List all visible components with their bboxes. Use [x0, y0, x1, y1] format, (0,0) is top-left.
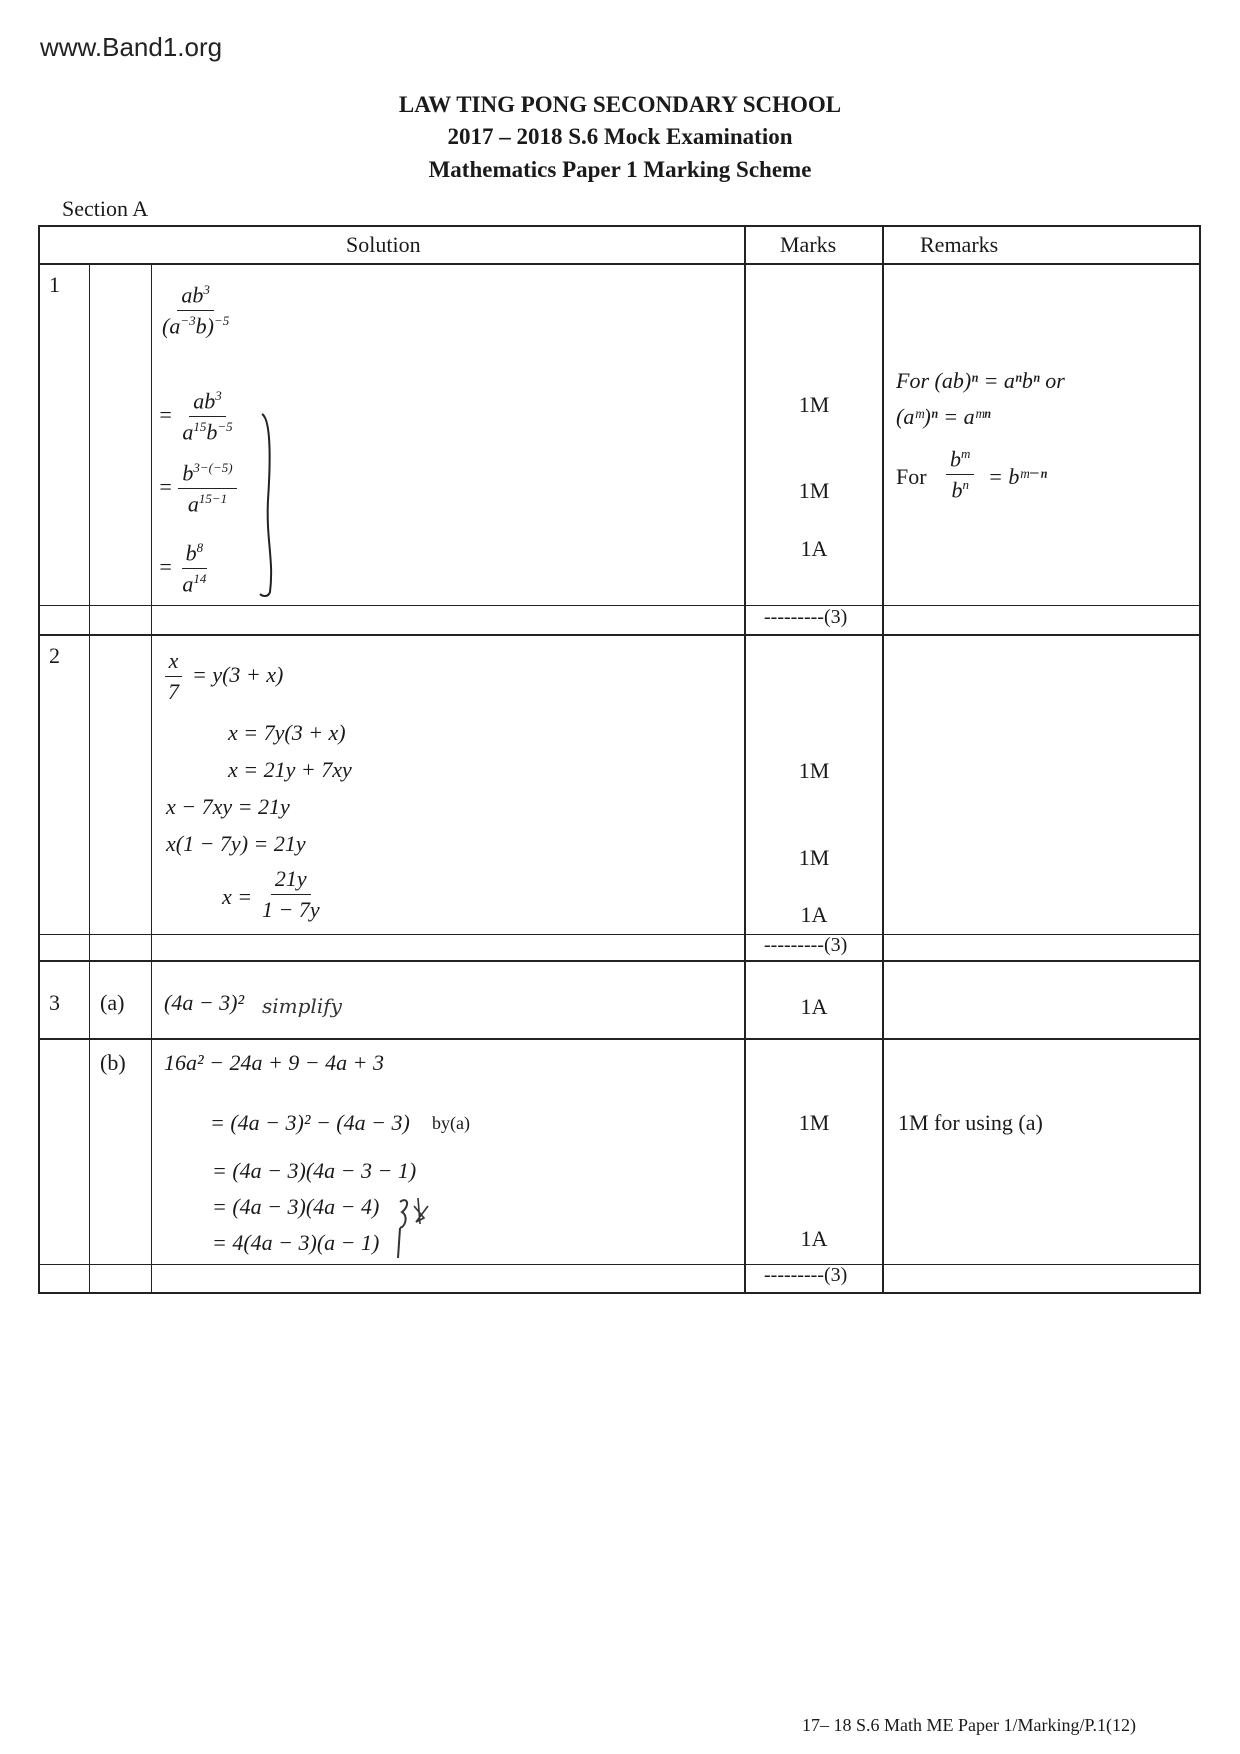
remark-text: (aᵐ)ⁿ = aᵐⁿ — [896, 404, 991, 429]
mark-label: 1A — [800, 902, 828, 927]
part-label: (b) — [100, 1050, 126, 1075]
remarks-header: Remarks — [920, 232, 999, 257]
handwritten-note: simplify — [262, 994, 342, 1018]
remark-text: = bᵐ⁻ⁿ — [988, 464, 1048, 489]
q2-step: x = 7y(3 + x) — [228, 720, 346, 745]
by-a-note: by(a) — [432, 1113, 470, 1133]
school-name: LAW TING PONG SECONDARY SCHOOL — [398, 92, 842, 117]
remark-fraction: $\frac{b^m}{b^n}$ — [946, 446, 974, 504]
paper-title: Mathematics Paper 1 Marking Scheme — [428, 157, 812, 182]
q2-step: = y(3 + x) — [192, 662, 284, 687]
subtotal-marks: ---------(3) — [764, 1264, 848, 1286]
q3a-expression: (4a − 3)² — [164, 990, 245, 1015]
subtotal-marks: ---------(3) — [764, 934, 848, 956]
handwritten-mark — [394, 1192, 434, 1262]
mark-label: 1M — [798, 392, 830, 417]
watermark: www.Band1.org — [40, 32, 223, 62]
brace-mark — [258, 410, 282, 600]
q3b-step: 16a² − 24a + 9 − 4a + 3 — [164, 1050, 384, 1075]
q2-fraction: $\frac{x}{7}$ — [164, 648, 183, 705]
q1-expression: $\frac{ab^3}{(a^{-3}b)^{-5}}$ — [162, 282, 230, 339]
q3b-step: = (4a − 3)(4a − 3 − 1) — [212, 1158, 417, 1183]
mark-label: 1A — [800, 536, 828, 561]
q3b-step: = (4a − 3)² − (4a − 3) — [210, 1110, 410, 1135]
q2-step: x = — [222, 884, 253, 909]
question-number: 2 — [49, 643, 60, 668]
q2-numerator: 21y — [271, 866, 311, 895]
mark-label: 1M — [798, 478, 830, 503]
section-label: Section A — [62, 196, 149, 221]
q1-step: = $\frac{b^{3-(-5)}}{a^{15-1}}$ — [158, 460, 237, 518]
page-footer: 17– 18 S.6 Math ME Paper 1/Marking/P.1(12) — [802, 1715, 1136, 1735]
q2-step: x = 21y + 7xy — [228, 757, 352, 782]
remark-text: 1M for using (a) — [898, 1110, 1043, 1135]
remark-text: For (ab)ⁿ = aⁿbⁿ or — [896, 368, 1065, 393]
mark-label: 1M — [798, 1110, 830, 1135]
marks-header: Marks — [780, 232, 837, 257]
q2-denominator: 1 − 7y — [262, 897, 320, 922]
exam-title: 2017 – 2018 S.6 Mock Examination — [447, 124, 793, 149]
remark-text: For — [896, 464, 927, 489]
solution-header: Solution — [346, 232, 421, 257]
question-number: 1 — [49, 272, 60, 297]
mark-label: 1M — [798, 845, 830, 870]
q2-step: x(1 − 7y) = 21y — [166, 831, 306, 856]
q3b-step: = (4a − 3)(4a − 4) — [212, 1194, 380, 1219]
q1-step: = $\frac{ab^3}{a^{15}b^{-5}}$ — [158, 388, 233, 445]
q2-fraction — [258, 866, 324, 923]
mark-label: 1A — [800, 994, 828, 1019]
mark-label: 1M — [798, 758, 830, 783]
q3b-step: = 4(4a − 3)(a − 1) — [212, 1230, 380, 1255]
question-number: 3 — [49, 990, 60, 1015]
subtotal-marks: ---------(3) — [764, 606, 848, 628]
q1-step: = $\frac{b^8}{a^{14}}$ — [158, 540, 207, 597]
q2-step: x − 7xy = 21y — [166, 794, 290, 819]
mark-label: 1A — [800, 1226, 828, 1251]
part-label: (a) — [100, 990, 125, 1015]
